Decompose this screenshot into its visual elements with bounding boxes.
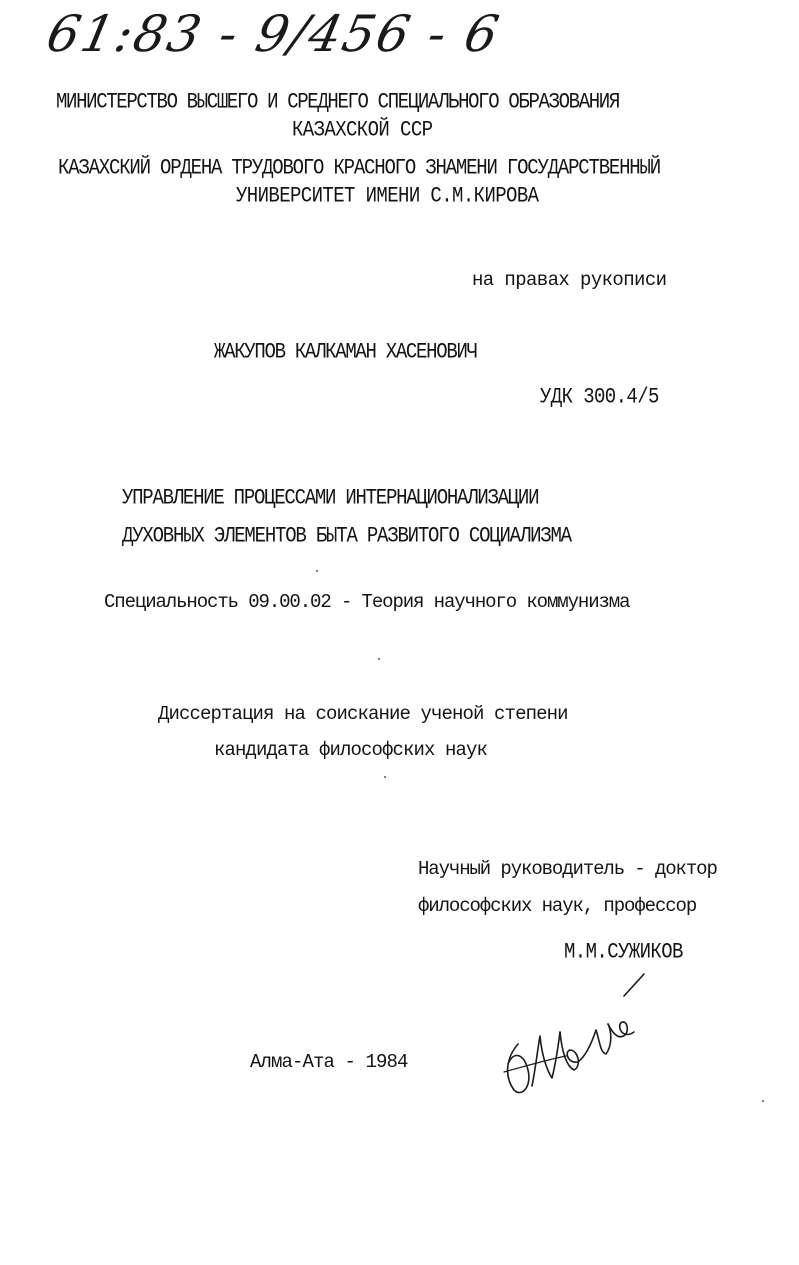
supervisor-name: М.М.СУЖИКОВ (564, 939, 683, 965)
ministry-line-2: КАЗАХСКОЙ ССР (292, 117, 433, 143)
dissertation-line-1: Диссертация на соискание ученой степени (158, 703, 568, 725)
udc-code: УДК 300.4/5 (540, 384, 659, 410)
specialty: Специальность 09.00.02 - Теория научного коммунизма (104, 591, 630, 613)
supervisor-line-2: философских наук, профессор (418, 895, 697, 917)
manuscript-note: на правах рукописи (472, 269, 667, 291)
scan-speck (762, 1100, 764, 1102)
scan-speck (316, 570, 318, 572)
university-line-1: КАЗАХСКИЙ ОРДЕНА ТРУДОВОГО КРАСНОГО ЗНАМЕНИ ГОСУДАРСТВЕННЫЙ (58, 155, 660, 181)
scan-speck (378, 658, 380, 660)
signature-image (496, 966, 666, 1106)
scan-speck (384, 776, 386, 778)
university-line-2: УНИВЕРСИТЕТ ИМЕНИ С.М.КИРОВА (236, 183, 539, 209)
title-line-1: УПРАВЛЕНИЕ ПРОЦЕССАМИ ИНТЕРНАЦИОНАЛИЗАЦИИ (122, 485, 539, 511)
city-year: Алма-Ата - 1984 (250, 1051, 408, 1073)
author-name: ЖАКУПОВ КАЛКАМАН ХАСЕНОВИЧ (214, 339, 477, 365)
supervisor-line-1: Научный руководитель - доктор (418, 858, 717, 880)
archive-number: 61:83 - 9/456 - 6 (41, 5, 506, 63)
dissertation-line-2: кандидата философских наук (214, 739, 488, 761)
ministry-line-1: МИНИСТЕРСТВО ВЫСШЕГО И СРЕДНЕГО СПЕЦИАЛЬНОГО ОБРАЗОВАНИЯ (56, 89, 619, 115)
title-line-2: ДУХОВНЫХ ЭЛЕМЕНТОВ БЫТА РАЗВИТОГО СОЦИАЛИЗМА (122, 523, 571, 549)
